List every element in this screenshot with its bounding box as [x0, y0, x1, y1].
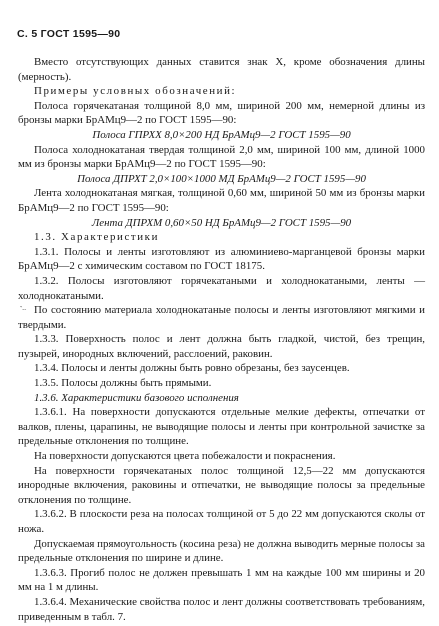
document-body — [18, 55, 425, 624]
clause-1-3-1: 1.3.1. Полосы и ленты изготовляют из алюминиево-марганцевой бронзы марки БрАМц9—2 с химическим составом по ГОСТ 18175. — [18, 245, 425, 273]
paragraph-example-2: Полоса холоднокатаная твердая толщиной 2,0 мм, шириной 100 мм, длиной 1000 мм из бронзы марки БрАМц9—2 по ГОСТ 1595—90: — [18, 143, 425, 171]
section-heading-characteristics: 1.3. Характеристики — [34, 231, 159, 244]
clause-1-3-6-4: 1.3.6.4. Механические свойства полос и лент должны соответствовать требованиям, приведенным в табл. 7. — [18, 595, 425, 623]
designation-example-3: Лента ДПРХМ 0,60×50 НД БрАМц9—2 ГОСТ 1595—90 — [91, 216, 352, 229]
clause-1-3-6-2: 1.3.6.2. В плоскости реза на полосах толщиной от 5 до 22 мм допускаются сколы от ножа. — [18, 508, 425, 535]
designation-example-1: Полоса ГПРХХ 8,0×200 НД БрАМц9—2 ГОСТ 1595—90 — [92, 128, 351, 141]
clause-1-3-6-1: 1.3.6.1. На поверхности допускаются отдельные мелкие дефекты, отпечатки от валков, плены, царапины, не выводящие полосы и ленты при контрольной зачистке за предельные отклонения по толщине. — [18, 406, 425, 448]
paragraph-temper-colors: На поверхности допускаются цвета побежалости и покраснения. — [34, 450, 336, 463]
paragraph-note: Вместо отсутствующих данных ставится знак X, кроме обозначения длины (мерность). — [18, 56, 425, 83]
paragraph-example-3: Лента холоднокатаная мягкая, толщиной 0,60 мм, шириной 50 мм из бронзы марки БрАМц9—2 по ГОСТ 1595—90: — [18, 187, 425, 214]
clause-1-3-6-3: 1.3.6.3. Прогиб полос не должен превышать 1 мм на каждые 100 мм ширины и 20 мм на 1 м длины. — [18, 566, 425, 594]
page-header: С. 5 ГОСТ 1595—90 — [17, 28, 121, 40]
paragraph-example-1: Полоса горячекатаная толщиной 8,0 мм, шириной 200 мм, немерной длины из бронзы марки БрАМц9—2 по ГОСТ 1595—90: — [18, 99, 425, 127]
paragraph-hot-rolled-defects: На поверхности горячекатаных полос толщиной 12,5—22 мм допускаются инородные включения, раковины и отпечатки, не выводящие полосы за предельные отклонения по толщине. — [18, 464, 425, 506]
designation-example-2: Полоса ДПРХТ 2,0×100×1000 МД БрАМц9—2 ГОСТ 1595—90 — [77, 172, 366, 185]
section-heading-examples: Примеры условных обозначений: — [34, 85, 237, 98]
paragraph-material-state: По состоянию материала холоднокатаные полосы и ленты изготовляют мягкими и твердыми. — [18, 304, 425, 331]
clause-1-3-5: 1.3.5. Полосы должны быть прямыми. — [34, 377, 212, 390]
clause-1-3-3: 1.3.3. Поверхность полос и лент должна быть гладкой, чистой, без трещин, пузырей, инородных включений, расслоений, раковин. — [18, 333, 425, 360]
margin-mark: ‶‐‐ — [20, 307, 27, 313]
clause-1-3-6: 1.3.6. Характеристики базового исполнения — [34, 391, 239, 404]
clause-1-3-2: 1.3.2. Полосы изготовляют горячекатаными и холоднокатаными, ленты — холоднокатаными. — [18, 274, 425, 302]
clause-1-3-4: 1.3.4. Полосы и ленты должны быть ровно обрезаны, без заусенцев. — [34, 362, 350, 375]
paragraph-squareness: Допускаемая прямоугольность (косина реза) не должна выводить мерные полосы за предельные отклонения по ширине и длине. — [18, 537, 425, 565]
